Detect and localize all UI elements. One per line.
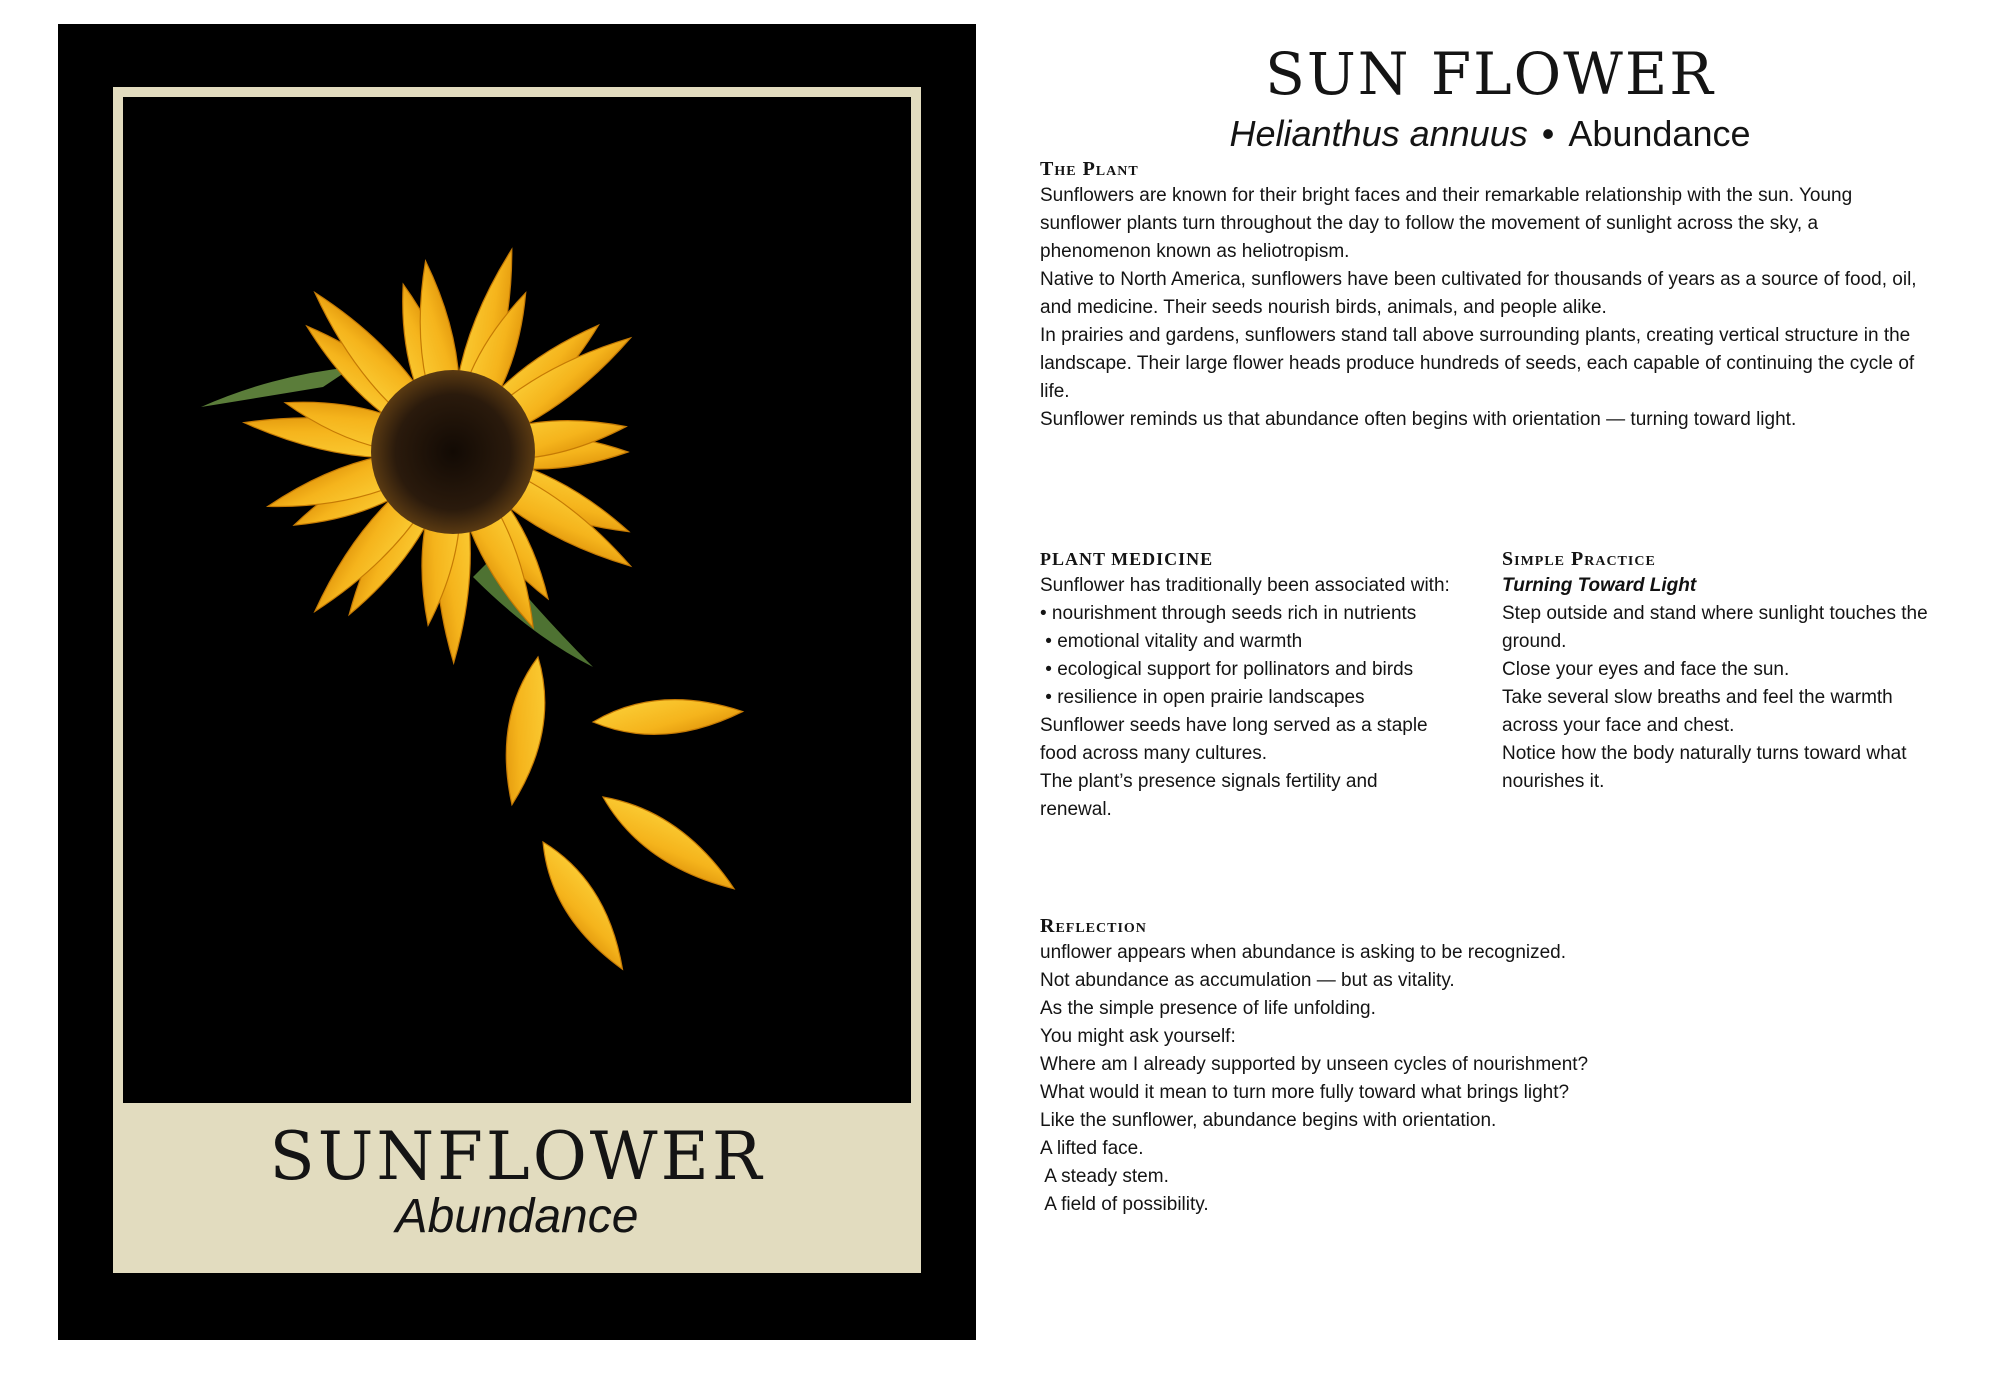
medicine-line: • nourishment through seeds rich in nutrients bbox=[1040, 603, 1417, 624]
reflection-line: A field of possibility. bbox=[1040, 1194, 1209, 1215]
reflection-line: A steady stem. bbox=[1040, 1166, 1169, 1187]
card-label bbox=[113, 1107, 921, 1273]
separator-dot: • bbox=[1541, 113, 1555, 154]
practice-title: Turning Toward Light bbox=[1502, 575, 1697, 596]
card-title: SUNFLOWER bbox=[269, 1118, 765, 1195]
practice-line: Close your eyes and face the sun. bbox=[1502, 659, 1790, 680]
plant-paragraph: Sunflowers are known for their bright faces and their remarkable relationship with the sun. Young sunflower plants turn throughout the day to follow the movement of sunlight across the sky, a phenomenon known as heliotropism. bbox=[1040, 185, 1853, 262]
section-plant-medicine bbox=[1040, 546, 1450, 824]
medicine-line: Sunflower has traditionally been associated with: bbox=[1040, 575, 1450, 596]
reflection-line: Not abundance as accumulation — but as vitality. bbox=[1040, 970, 1455, 991]
practice-line: Notice how the body naturally turns toward what nourishes it. bbox=[1502, 743, 1907, 792]
card-subtitle: Abundance bbox=[395, 1190, 639, 1243]
medicine-line: Sunflower seeds have long served as a staple food across many cultures. bbox=[1040, 715, 1428, 764]
practice-line: Take several slow breaths and feel the warmth across your face and chest. bbox=[1502, 687, 1893, 736]
medicine-line: • resilience in open prairie landscapes bbox=[1040, 687, 1365, 708]
flower-center bbox=[371, 370, 535, 534]
medicine-line: The plant’s presence signals fertility and renewal. bbox=[1040, 771, 1378, 820]
section-reflection bbox=[1040, 913, 1930, 1219]
theme-label: Abundance bbox=[1568, 113, 1751, 154]
sunflower-illustration bbox=[123, 97, 911, 1103]
reflection-line: Like the sunflower, abundance begins with orientation. bbox=[1040, 1110, 1497, 1131]
heading-plant-medicine: PLANT MEDICINE bbox=[1040, 549, 1214, 569]
fallen-petal bbox=[592, 695, 744, 739]
reflection-line: What would it mean to turn more fully toward what brings light? bbox=[1040, 1082, 1570, 1103]
leaf-left bbox=[201, 367, 353, 407]
reflection-line: Where am I already supported by unseen cycles of nourishment? bbox=[1040, 1054, 1589, 1075]
heading-simple-practice: Simple Practice bbox=[1502, 548, 1656, 570]
sunflower-art bbox=[123, 97, 911, 1103]
medicine-line: • emotional vitality and warmth bbox=[1040, 631, 1303, 652]
page-title: SUN FLOWER bbox=[1265, 40, 1715, 108]
medicine-line: • ecological support for pollinators and birds bbox=[1040, 659, 1414, 680]
fallen-petal bbox=[495, 654, 555, 808]
section-the-plant bbox=[1040, 156, 1930, 434]
latin-name: Helianthus annuus bbox=[1229, 113, 1528, 154]
fallen-petal bbox=[529, 833, 637, 978]
oracle-card bbox=[58, 24, 976, 1340]
heading-reflection: Reflection bbox=[1040, 915, 1147, 937]
fallen-petals bbox=[495, 654, 744, 978]
card-frame bbox=[113, 87, 921, 1273]
plant-paragraph: In prairies and gardens, sunflowers stand tall above surrounding plants, creating vertical structure in the landscape. Their large flower heads produce hundreds of seeds, each capable of continuing the cycle of life. bbox=[1040, 325, 1915, 402]
plant-paragraph: Native to North America, sunflowers have been cultivated for thousands of years as a source of food, oil, and medicine. Their seeds nourish birds, animals, and people alike. bbox=[1040, 269, 1917, 318]
reflection-line: You might ask yourself: bbox=[1040, 1026, 1236, 1047]
section-simple-practice bbox=[1502, 546, 1932, 796]
practice-line: Step outside and stand where sunlight touches the ground. bbox=[1502, 603, 1928, 652]
heading-the-plant: The Plant bbox=[1040, 158, 1139, 180]
plant-paragraph: Sunflower reminds us that abundance often begins with orientation — turning toward light. bbox=[1040, 409, 1797, 430]
subtitle-line bbox=[1040, 112, 1940, 156]
reflection-line: As the simple presence of life unfolding. bbox=[1040, 998, 1376, 1019]
fallen-petal bbox=[593, 783, 744, 903]
reflection-line: A lifted face. bbox=[1040, 1138, 1144, 1159]
reflection-line: unflower appears when abundance is asking to be recognized. bbox=[1040, 942, 1567, 963]
